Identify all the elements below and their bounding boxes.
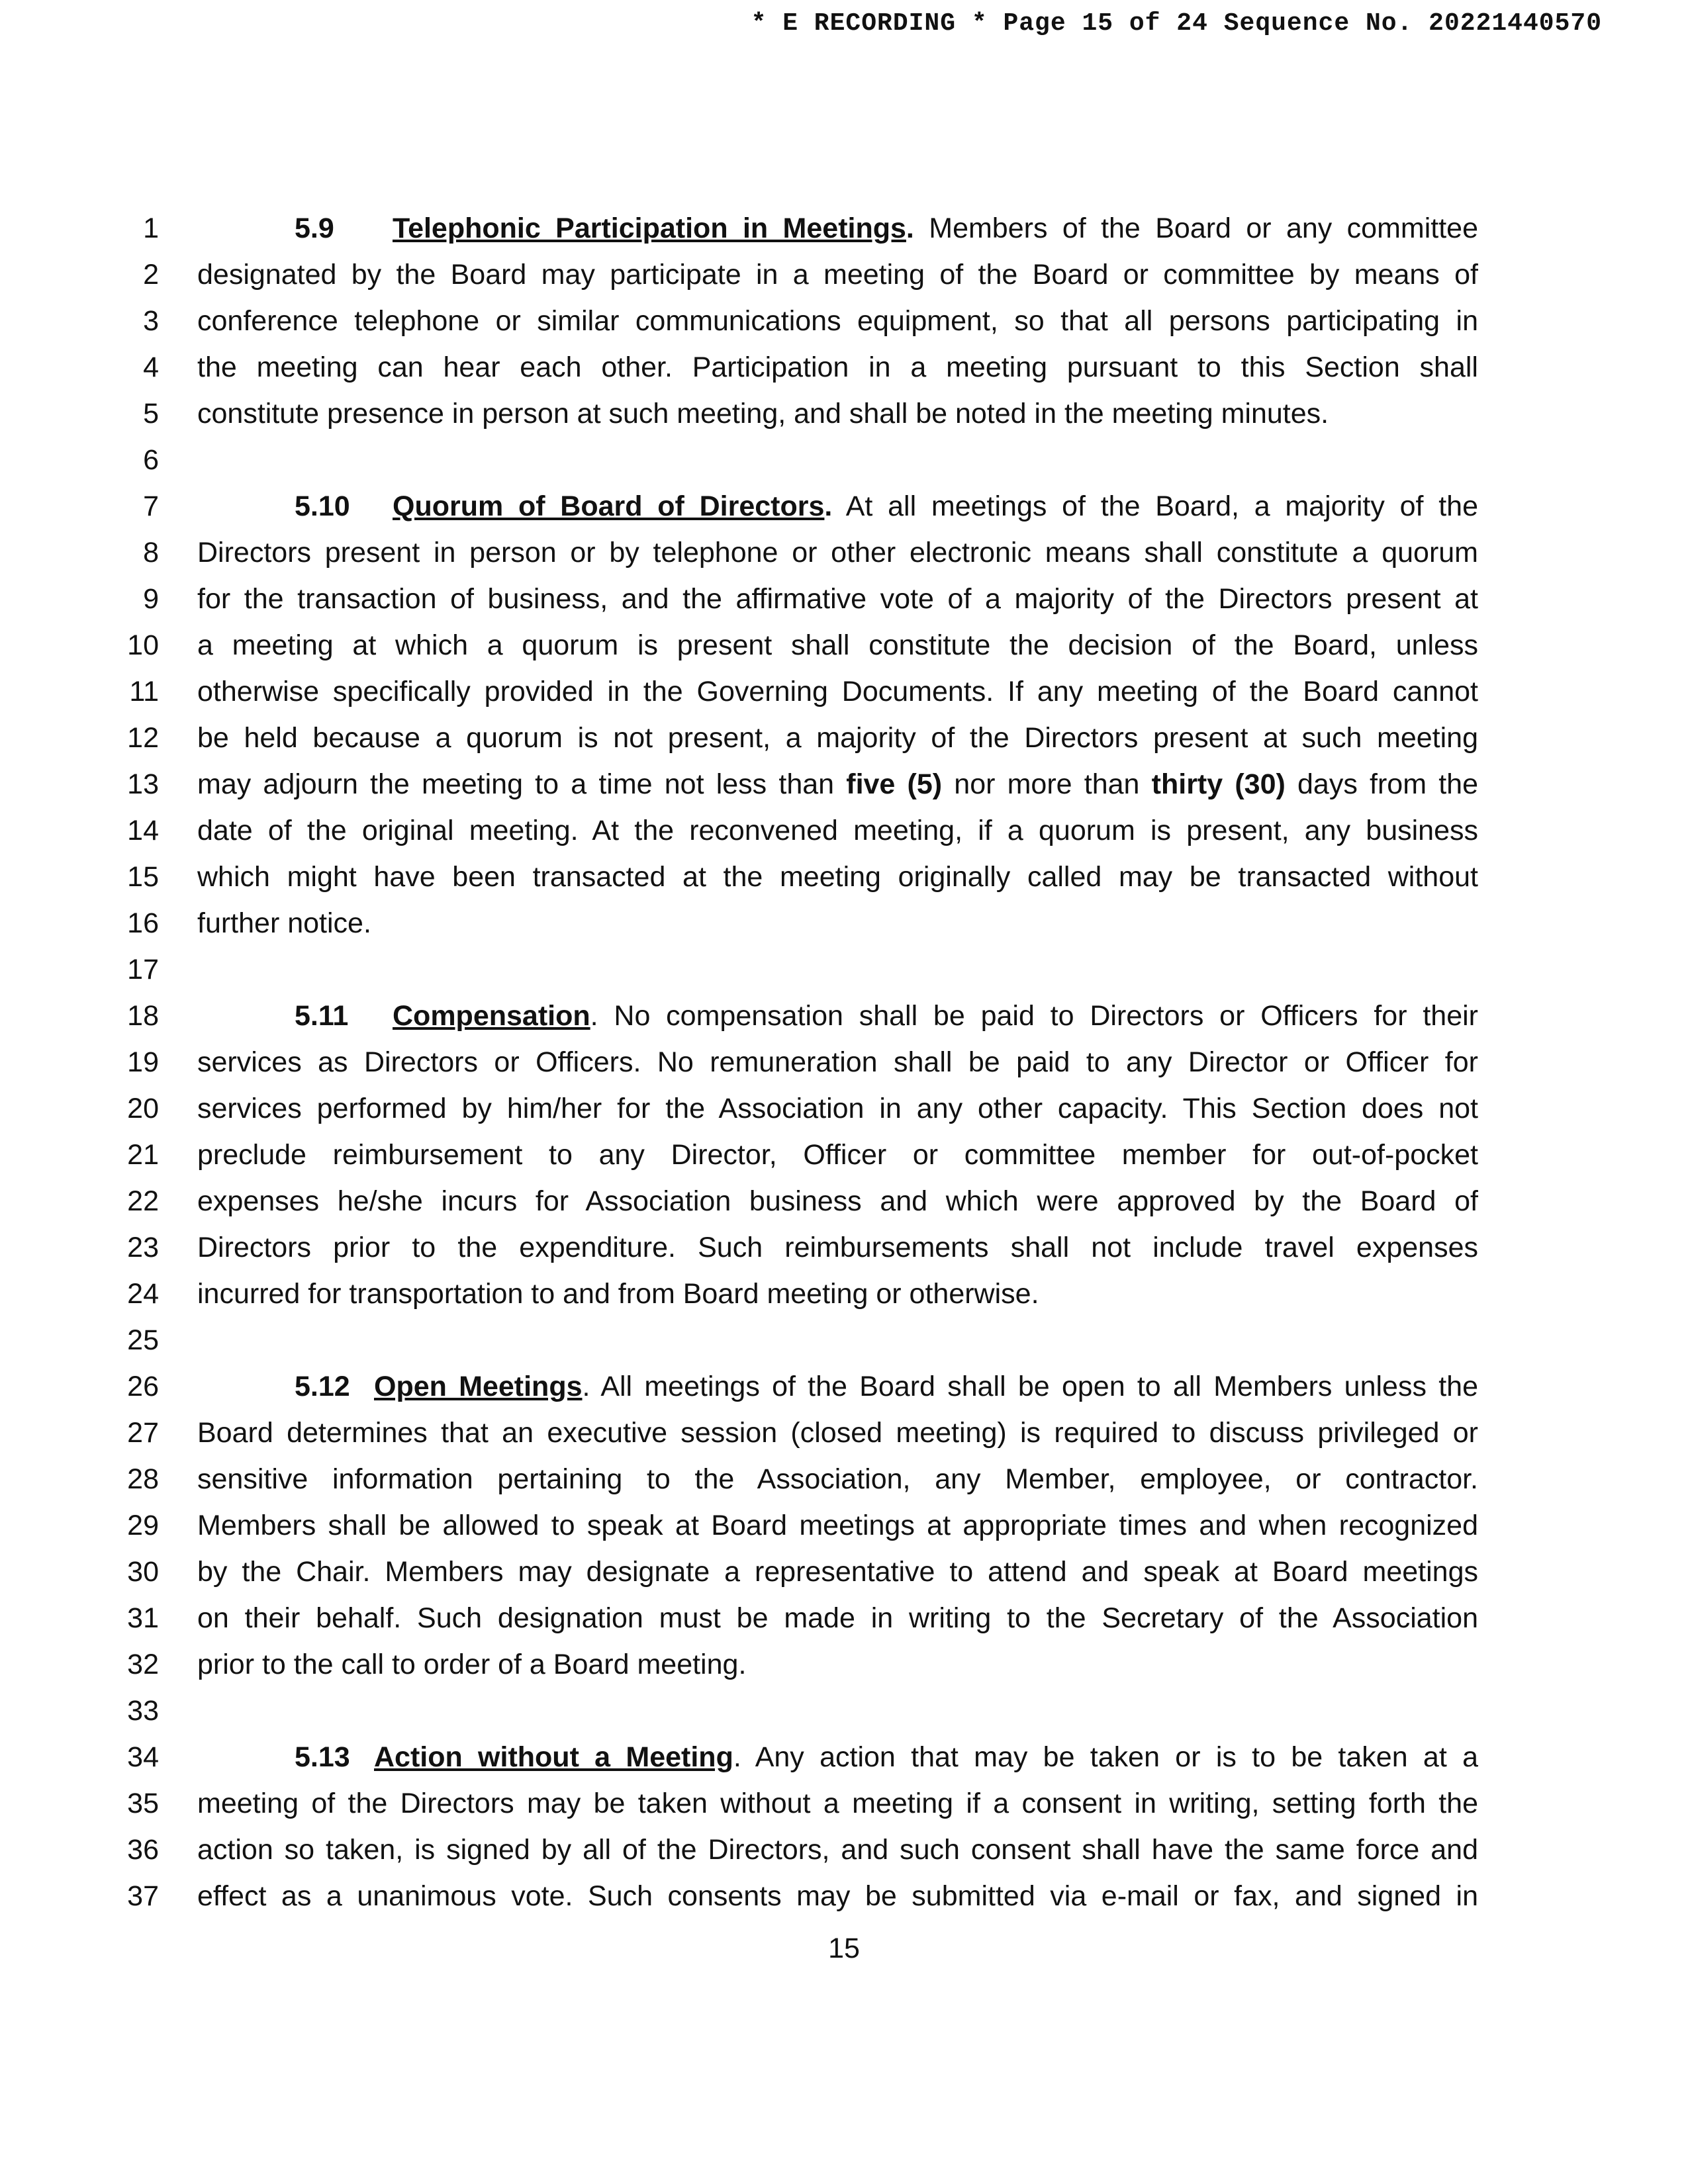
doc-line xyxy=(0,1410,1688,1456)
doc-line xyxy=(0,437,1688,483)
doc-line xyxy=(0,900,1688,946)
line-number: 21 xyxy=(127,1139,159,1171)
section-number: 5.10 xyxy=(295,490,350,522)
line-text: otherwise specifically provided in the Governing Documents. If any meeting of the Board cannot xyxy=(197,676,1478,707)
line-text: incurred for transportation to and from Board meeting or otherwise. xyxy=(197,1278,1039,1310)
section-number: 5.12 xyxy=(295,1371,350,1402)
title-punct: . xyxy=(906,212,914,244)
section-title: Action without a Meeting xyxy=(374,1741,733,1773)
line-text: Directors prior to the expenditure. Such reimbursements shall not include travel expenses xyxy=(197,1232,1478,1263)
doc-line xyxy=(0,1132,1688,1178)
line-number: 37 xyxy=(127,1880,159,1912)
doc-line xyxy=(0,1827,1688,1873)
title-punct: . xyxy=(733,1741,741,1773)
line-text: Directors present in person or by telephone or other electronic means shall constitute a quorum xyxy=(197,537,1478,569)
doc-line xyxy=(0,1363,1688,1410)
section-title: Compensation xyxy=(393,1000,590,1032)
doc-line xyxy=(0,251,1688,298)
line-text: constitute presence in person at such meeting, and shall be noted in the meeting minutes. xyxy=(197,398,1329,430)
line-number: 13 xyxy=(127,768,159,800)
line-text xyxy=(295,483,1478,529)
text: At all meetings of the Board, a majority of the xyxy=(832,490,1479,522)
line-text: by the Chair. Members may designate a representative to attend and speak at Board meetings xyxy=(197,1556,1478,1588)
doc-line xyxy=(0,576,1688,622)
line-number: 23 xyxy=(127,1232,159,1263)
line-number: 22 xyxy=(127,1185,159,1217)
doc-line xyxy=(0,344,1688,390)
text: days from the xyxy=(1285,768,1478,800)
line-number: 27 xyxy=(127,1417,159,1449)
line-number: 20 xyxy=(127,1093,159,1124)
line-text xyxy=(295,1363,1478,1410)
doc-line xyxy=(0,205,1688,251)
line-number: 31 xyxy=(127,1602,159,1634)
doc-line xyxy=(0,1271,1688,1317)
line-number: 33 xyxy=(127,1695,159,1727)
line-number: 8 xyxy=(143,537,159,569)
line-number: 18 xyxy=(127,1000,159,1032)
line-number: 28 xyxy=(127,1463,159,1495)
doc-line xyxy=(0,1085,1688,1132)
title-punct: . xyxy=(590,1000,598,1032)
line-number: 15 xyxy=(127,861,159,893)
line-number: 34 xyxy=(127,1741,159,1773)
line-number: 29 xyxy=(127,1510,159,1541)
line-text: Board determines that an executive session (closed meeting) is required to discuss privileged or xyxy=(197,1417,1478,1449)
line-text: designated by the Board may participate in a meeting of the Board or committee by means of xyxy=(197,259,1478,291)
line-number: 30 xyxy=(127,1556,159,1588)
doc-line xyxy=(0,1039,1688,1085)
doc-line xyxy=(0,715,1688,761)
line-number: 1 xyxy=(143,212,159,244)
line-text xyxy=(295,1734,1478,1780)
section-title: Telephonic Participation in Meetings xyxy=(393,212,906,244)
doc-line xyxy=(0,807,1688,854)
doc-line xyxy=(0,761,1688,807)
doc-line xyxy=(0,1688,1688,1734)
text: No compensation shall be paid to Directors or Officers for their xyxy=(598,1000,1478,1032)
text: may adjourn the meeting to a time not less than xyxy=(197,768,847,800)
line-text: which might have been transacted at the meeting originally called may be transacted without xyxy=(197,861,1478,893)
text: All meetings of the Board shall be open to all Members unless the xyxy=(590,1371,1478,1402)
line-number: 2 xyxy=(143,259,159,291)
doc-line xyxy=(0,1178,1688,1224)
doc-line xyxy=(0,298,1688,344)
line-number: 24 xyxy=(127,1278,159,1310)
doc-line xyxy=(0,1780,1688,1827)
line-text: effect as a unanimous vote. Such consents may be submitted via e-mail or fax, and signed in xyxy=(197,1880,1478,1912)
text: Any action that may be taken or is to be taken at a xyxy=(741,1741,1478,1773)
doc-line xyxy=(0,1317,1688,1363)
line-text: on their behalf. Such designation must be made in writing to the Secretary of the Association xyxy=(197,1602,1478,1634)
line-text: sensitive information pertaining to the Association, any Member, employee, or contractor. xyxy=(197,1463,1478,1495)
line-text: date of the original meeting. At the reconvened meeting, if a quorum is present, any business xyxy=(197,815,1478,846)
title-punct: . xyxy=(824,490,833,522)
doc-line xyxy=(0,668,1688,715)
line-number: 9 xyxy=(143,583,159,615)
doc-line xyxy=(0,993,1688,1039)
doc-line xyxy=(0,1456,1688,1502)
doc-line xyxy=(0,390,1688,437)
line-number: 12 xyxy=(127,722,159,754)
doc-line xyxy=(0,483,1688,529)
line-number: 35 xyxy=(127,1788,159,1819)
text: nor more than xyxy=(942,768,1152,800)
line-text: services as Directors or Officers. No remuneration shall be paid to any Director or Officer for xyxy=(197,1046,1478,1078)
line-text xyxy=(197,761,1478,807)
line-number: 14 xyxy=(127,815,159,846)
doc-line xyxy=(0,529,1688,576)
doc-line xyxy=(0,854,1688,900)
line-text: meeting of the Directors may be taken without a meeting if a consent in writing, setting forth the xyxy=(197,1788,1478,1819)
bold-term: thirty (30) xyxy=(1151,768,1286,800)
doc-line xyxy=(0,946,1688,993)
section-number: 5.13 xyxy=(295,1741,350,1773)
section-title: Quorum of Board of Directors xyxy=(393,490,825,522)
line-text: for the transaction of business, and the affirmative vote of a majority of the Directors present at xyxy=(197,583,1478,615)
line-number: 11 xyxy=(129,676,159,707)
line-text: action so taken, is signed by all of the Directors, and such consent shall have the same force and xyxy=(197,1834,1478,1866)
line-text: further notice. xyxy=(197,907,371,939)
bold-term: five (5) xyxy=(846,768,943,800)
doc-line xyxy=(0,1873,1688,1919)
line-number: 16 xyxy=(127,907,159,939)
line-text xyxy=(295,993,1478,1039)
line-text: a meeting at which a quorum is present shall constitute the decision of the Board, unless xyxy=(197,629,1478,661)
doc-line xyxy=(0,1549,1688,1595)
line-number: 4 xyxy=(143,351,159,383)
doc-line xyxy=(0,1734,1688,1780)
recording-header: * E RECORDING * Page 15 of 24 Sequence No. 20221440570 xyxy=(751,9,1602,38)
line-text: prior to the call to order of a Board meeting. xyxy=(197,1649,747,1680)
line-number: 10 xyxy=(127,629,159,661)
doc-line xyxy=(0,622,1688,668)
doc-line xyxy=(0,1502,1688,1549)
doc-line xyxy=(0,1641,1688,1688)
line-number: 25 xyxy=(127,1324,159,1356)
line-number: 3 xyxy=(143,305,159,337)
line-number: 7 xyxy=(143,490,159,522)
line-text: preclude reimbursement to any Director, Officer or committee member for out-of-pocket xyxy=(197,1139,1478,1171)
line-text: services performed by him/her for the Association in any other capacity. This Section does not xyxy=(197,1093,1478,1124)
line-text xyxy=(295,205,1478,251)
line-number: 26 xyxy=(127,1371,159,1402)
section-number: 5.11 xyxy=(295,1000,349,1032)
line-number: 36 xyxy=(127,1834,159,1866)
line-text: Members shall be allowed to speak at Board meetings at appropriate times and when recognized xyxy=(197,1510,1478,1541)
section-title: Open Meetings xyxy=(374,1371,583,1402)
line-number: 6 xyxy=(143,444,159,476)
title-punct: . xyxy=(582,1371,590,1402)
doc-line xyxy=(0,1224,1688,1271)
line-number: 32 xyxy=(127,1649,159,1680)
doc-line xyxy=(0,1595,1688,1641)
page-number: 15 xyxy=(828,1933,860,1964)
line-number: 17 xyxy=(127,954,159,985)
line-text: conference telephone or similar communications equipment, so that all persons participating in xyxy=(197,305,1478,337)
line-text: expenses he/she incurs for Association business and which were approved by the Board of xyxy=(197,1185,1478,1217)
line-text: the meeting can hear each other. Participation in a meeting pursuant to this Section shall xyxy=(197,351,1478,383)
line-number: 5 xyxy=(143,398,159,430)
line-number: 19 xyxy=(127,1046,159,1078)
section-number: 5.9 xyxy=(295,212,334,244)
text: Members of the Board or any committee xyxy=(914,212,1478,244)
line-text: be held because a quorum is not present, a majority of the Directors present at such meeting xyxy=(197,722,1478,754)
